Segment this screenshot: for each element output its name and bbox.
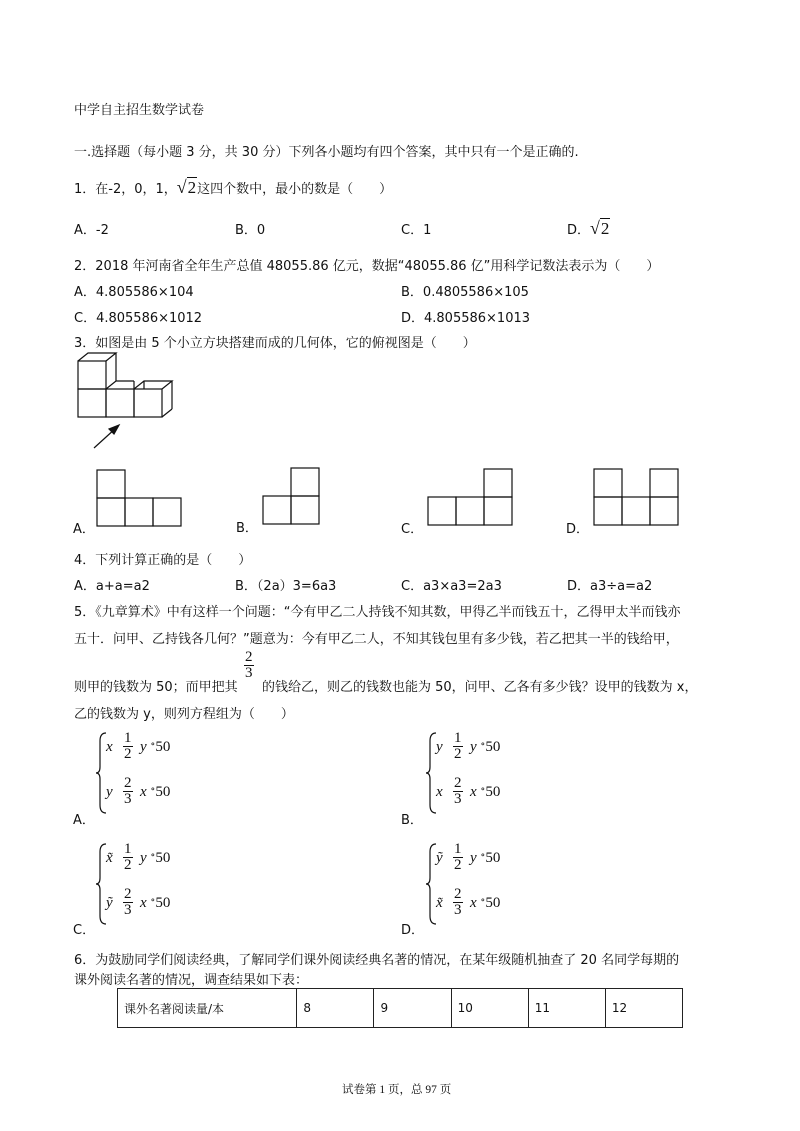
section-heading: 一.选择题（每小题 3 分，共 30 分）下列各小题均有四个答案，其中只有一个是正确的. [74, 145, 579, 160]
top-view-a-figure [96, 469, 184, 529]
table-header-cell: 9 [374, 989, 451, 1028]
option-4a[interactable]: A．a+a=a2 [74, 579, 150, 594]
top-view-d-figure [593, 468, 681, 528]
question-5-line-2: 五十．问甲、乙持钱各几何？”题意为：今有甲乙二人，不知其钱包里有多少钱，若乙把其一半的钱给甲， [74, 632, 679, 647]
option-4c[interactable]: C．a3×a3=2a3 [401, 579, 502, 594]
question-6-line-2: 课外阅读名著的情况，调查结果如下表： [74, 973, 309, 988]
sqrt-symbol: √2 [590, 218, 610, 238]
question-5-line-3-after: 的钱给乙，则乙的钱数也能为 50，问甲、乙各有多少钱？设甲的钱数为 x， [262, 680, 698, 695]
question-1-stem-before: 1．在-2，0，1， [74, 182, 177, 197]
question-2-stem: 2．2018 年河南省全年生产总值 48055.86 亿元，数据“48055.86 亿”用科学记数法表示为（ ） [74, 259, 660, 274]
option-1a[interactable]: A．-2 [74, 223, 109, 238]
question-1-stem-after: 这四个数中，最小的数是（ ） [197, 182, 393, 197]
equation-system-a: x $\frac{1}{2}$ y ∘50 y $\frac{2}{3}$ x ∘50 [94, 731, 214, 821]
table-header-cell: 8 [297, 989, 374, 1028]
table-header-cell: 12 [605, 989, 682, 1028]
option-1c[interactable]: C．1 [401, 223, 432, 238]
question-6-line-1: 6．为鼓励同学们阅读经典，了解同学们课外阅读经典名著的情况，在某年级随机抽查了 20 名同学每期的 [74, 953, 680, 968]
page-footer: 试卷第 1 页，总 97 页 [342, 1084, 452, 1096]
option-2d[interactable]: D．4.805586×1013 [401, 311, 531, 326]
fraction-two-thirds: $\frac{2}{3}$ [245, 649, 253, 681]
option-3c[interactable]: C． [401, 522, 424, 537]
reading-table [117, 988, 683, 1028]
page-title: 中学自主招生数学试卷 [74, 103, 205, 118]
option-5c[interactable]: C． [73, 923, 96, 938]
equation-system-b: y $\frac{1}{2}$ y ∘50 x $\frac{2}{3}$ x ∘50 [424, 731, 544, 821]
question-4-stem: 4．下列计算正确的是（ ） [74, 553, 252, 568]
table-row [118, 989, 683, 1028]
option-2c[interactable]: C．4.805586×1012 [74, 311, 203, 326]
option-2b[interactable]: B．0.4805586×105 [401, 285, 529, 300]
option-3a[interactable]: A． [73, 522, 95, 537]
question-5-line-4: 乙的钱数为 y，则列方程组为（ ） [74, 707, 294, 722]
question-5-line-1: 5．《九章算术》中有这样一个问题：“今有甲乙二人持钱不知其数，甲得乙半而钱五十，乙得甲太半而钱亦 [74, 605, 681, 620]
table-header-cell: 10 [451, 989, 528, 1028]
option-4d[interactable]: D．a3÷a=a2 [567, 579, 653, 594]
option-5a[interactable]: A． [73, 813, 95, 828]
option-2a[interactable]: A．4.805586×104 [74, 285, 194, 300]
top-view-b-figure [262, 467, 322, 527]
question-5-line-3: 则甲的钱数为 50；而甲把其 [74, 680, 238, 695]
option-1d[interactable]: D．√2 [567, 218, 610, 238]
option-3b[interactable]: B． [236, 521, 258, 536]
question-3-stem: 3．如图是由 5 个小立方块搭建而成的几何体，它的俯视图是（ ） [74, 336, 476, 351]
top-view-c-figure [427, 468, 515, 528]
sqrt-symbol: √2 [176, 177, 197, 197]
equation-system-d: ỹ $\frac{1}{2}$ y ∘50 x̃ $\frac{2}{3}$ x ∘50 [424, 842, 544, 932]
option-5b[interactable]: B． [401, 813, 423, 828]
question-1-stem [74, 177, 392, 198]
option-1b[interactable]: B．0 [235, 223, 266, 238]
table-header-cell: 课外名著阅读量/本 [118, 989, 297, 1028]
cube-solid-figure [72, 350, 202, 450]
option-5d[interactable]: D． [401, 923, 425, 938]
equation-system-c: x̃ $\frac{1}{2}$ y ∘50 ỹ $\frac{2}{3}$ x ∘50 [94, 842, 214, 932]
option-3d[interactable]: D． [566, 522, 590, 537]
table-header-cell: 11 [528, 989, 605, 1028]
option-4b[interactable]: B．（2a）3=6a3 [235, 579, 337, 594]
